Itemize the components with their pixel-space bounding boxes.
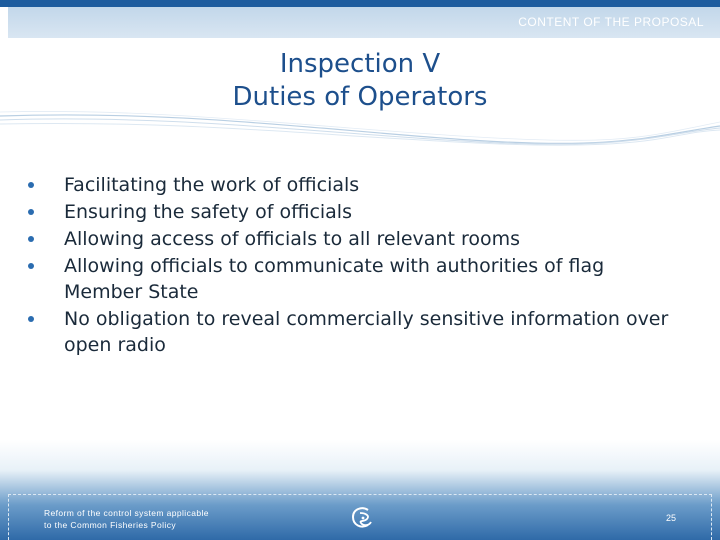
bullet-list [22,172,702,359]
bullet-item [22,172,702,198]
bullet-text: Allowing access of officials to all relevant rooms [64,228,521,250]
bullet-item [22,199,702,225]
footer-line-1: Reform of the control system applicable [44,508,209,518]
eu-fisheries-logo-icon [348,504,376,532]
bullet-dot-icon [28,236,34,242]
title-line-2: Duties of Operators [232,82,488,112]
page-number: 25 [665,513,676,523]
bullet-text: Ensuring the safety of officials [64,201,352,223]
bullet-text: Allowing officials to communicate with authorities of flag Member State [64,255,605,303]
bullet-text: Facilitating the work of officials [64,174,360,196]
header-band [8,7,720,38]
bullet-text: No obligation to reveal commercially sensitive information over open radio [64,308,669,356]
footer-line-2: to the Common Fisheries Policy [44,520,176,530]
section-label: CONTENT OF THE PROPOSAL [518,15,704,29]
title-line-1: Inspection V [279,49,441,79]
bullet-dot-icon [28,182,34,188]
decorative-swoosh [0,100,720,160]
top-bar [0,0,720,7]
bullet-dot-icon [28,263,34,269]
bullet-item [22,253,662,305]
bullet-dot-icon [28,316,34,322]
bullet-dot-icon [28,209,34,215]
bullet-item [22,306,672,358]
bullet-item [22,226,702,252]
footer-caption [44,507,209,531]
